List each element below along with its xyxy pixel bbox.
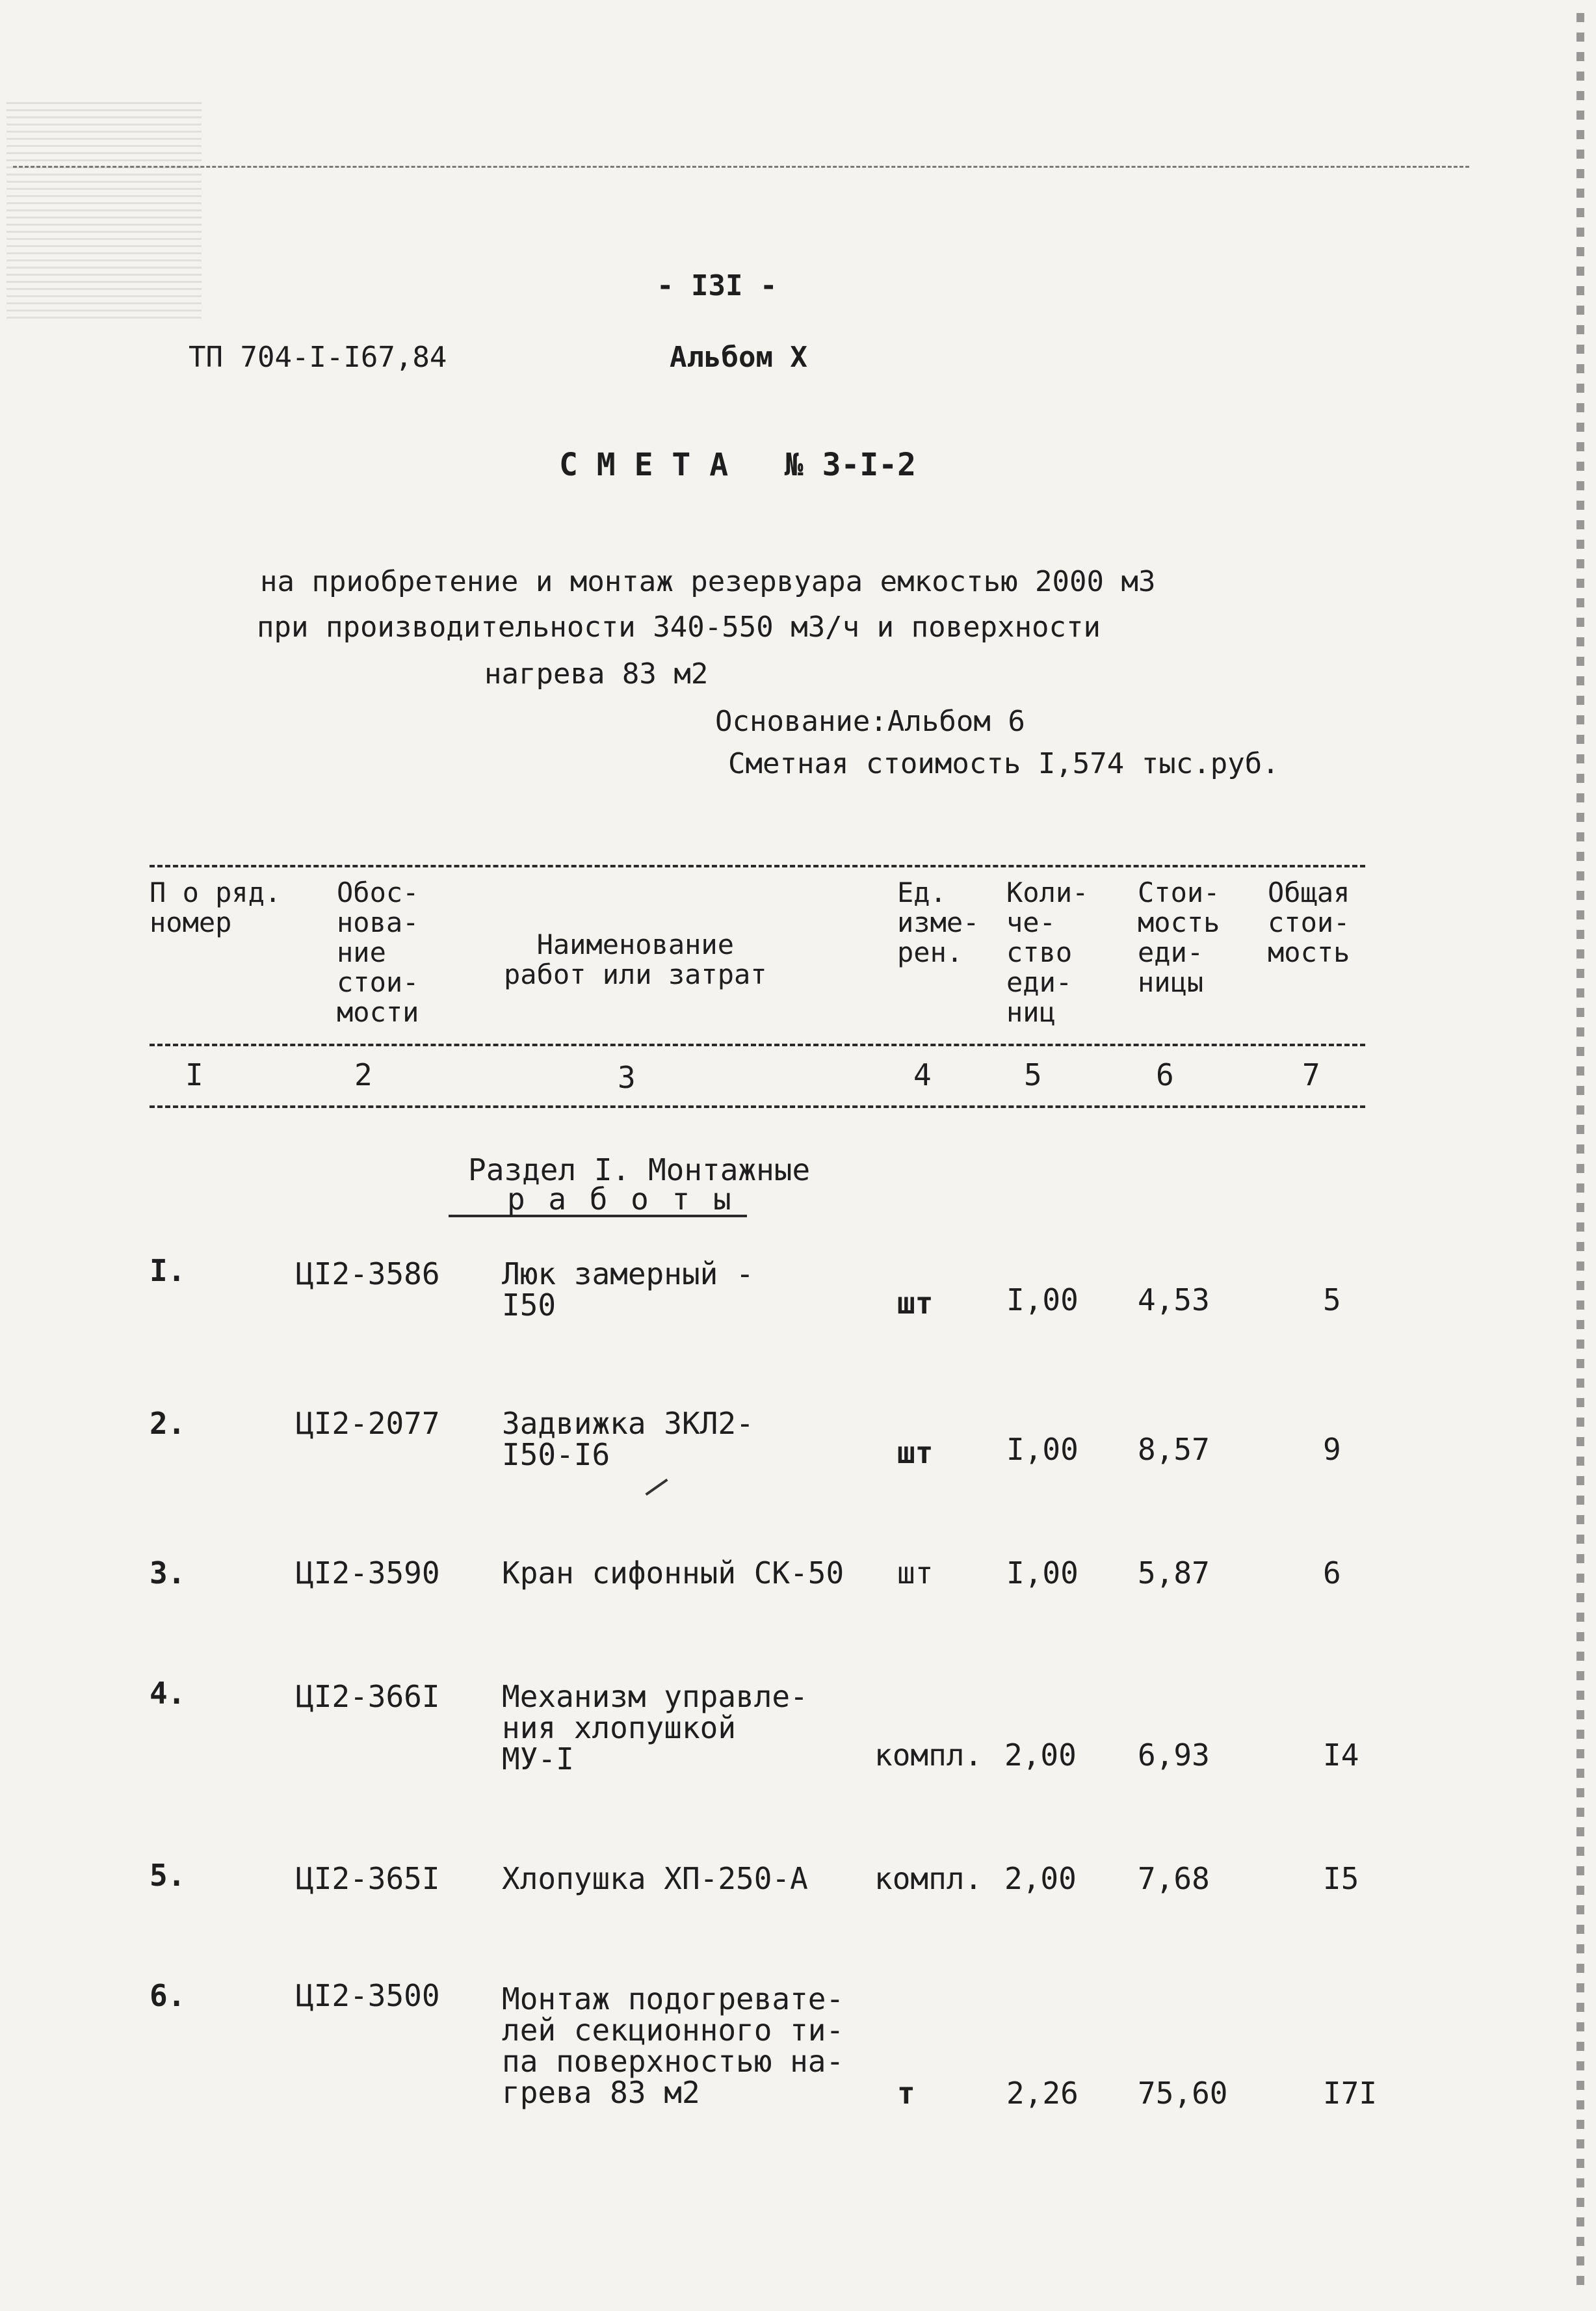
table-rule-top bbox=[150, 865, 1365, 867]
row-1-code: ЦI2-3586 bbox=[296, 1256, 440, 1291]
col-header-2: Обос- нова- ние стои- мости bbox=[337, 877, 419, 1028]
row-6-total: I7I bbox=[1323, 2076, 1378, 2111]
row-3-number: 3. bbox=[150, 1555, 186, 1591]
row-2-qty: I,00 bbox=[1006, 1432, 1079, 1467]
row-2-number: 2. bbox=[150, 1406, 186, 1441]
row-4-price: 6,93 bbox=[1138, 1737, 1210, 1773]
cost-line: Сметная стоимость I,574 тыс.руб. bbox=[728, 747, 1279, 780]
row-5-number: 5. bbox=[150, 1858, 186, 1893]
row-3-unit: шт bbox=[897, 1555, 934, 1591]
col-number-6: 6 bbox=[1156, 1057, 1174, 1092]
row-1-unit: шт bbox=[897, 1286, 934, 1321]
scan-edge-line bbox=[13, 166, 1469, 168]
col-header-5: Коли- че- ство еди- ниц bbox=[1006, 877, 1089, 1028]
row-3-price: 5,87 bbox=[1138, 1555, 1210, 1591]
row-4-unit: компл. bbox=[874, 1737, 983, 1773]
col-number-1: I bbox=[185, 1057, 203, 1092]
row-1-price: 4,53 bbox=[1138, 1282, 1210, 1317]
description-line-1: на приобретение и монтаж резервуара емкостью 2000 м3 bbox=[260, 565, 1156, 598]
row-5-name: Хлопушка ХП-250-А bbox=[502, 1861, 808, 1896]
document-code: ТП 704-I-I67,84 bbox=[189, 341, 447, 374]
row-5-total: I5 bbox=[1323, 1861, 1359, 1896]
row-3-code: ЦI2-3590 bbox=[296, 1555, 440, 1591]
row-6-qty: 2,26 bbox=[1006, 2076, 1079, 2111]
col-number-7: 7 bbox=[1302, 1057, 1320, 1092]
row-4-name: Механизм управле- ния хлопушкой МУ-I bbox=[502, 1679, 808, 1776]
col-header-4: Ед. изме- рен. bbox=[897, 877, 980, 968]
row-6-price: 75,60 bbox=[1138, 2076, 1228, 2111]
scan-edge-right bbox=[1576, 13, 1584, 2289]
section-heading-sub: р а б о т ы bbox=[449, 1183, 747, 1217]
row-1-qty: I,00 bbox=[1006, 1282, 1079, 1317]
row-2-total: 9 bbox=[1323, 1432, 1341, 1467]
col-header-3: Наименование работ или затрат bbox=[504, 929, 767, 990]
row-5-unit: компл. bbox=[874, 1861, 983, 1896]
row-5-price: 7,68 bbox=[1138, 1861, 1210, 1896]
col-header-1: П о ряд. номер bbox=[150, 877, 281, 938]
row-4-code: ЦI2-366I bbox=[296, 1679, 440, 1714]
row-4-number: 4. bbox=[150, 1676, 186, 1711]
estimate-title: С М Е Т А № 3-I-2 bbox=[559, 447, 917, 483]
row-3-name: Кран сифонный СК-50 bbox=[502, 1555, 844, 1591]
table-rule-mid bbox=[150, 1044, 1365, 1046]
col-number-3: 3 bbox=[618, 1060, 636, 1095]
row-6-number: 6. bbox=[150, 1978, 186, 2013]
album-label: Альбом X bbox=[670, 341, 807, 374]
row-5-qty: 2,00 bbox=[1004, 1861, 1077, 1896]
row-1-name: Люк замерный - I50 bbox=[502, 1256, 754, 1323]
row-4-total: I4 bbox=[1323, 1737, 1359, 1773]
row-1-total: 5 bbox=[1323, 1282, 1341, 1317]
row-2-price: 8,57 bbox=[1138, 1432, 1210, 1467]
row-6-name: Монтаж подогревате- лей секционного ти- па поверхностью на- грева 83 м2 bbox=[502, 1981, 844, 2110]
section-heading: Раздел I. Монтажные bbox=[468, 1152, 811, 1187]
row-6-unit: т bbox=[897, 2076, 915, 2111]
col-number-4: 4 bbox=[913, 1057, 932, 1092]
basis-line: Основание:Альбом 6 bbox=[715, 705, 1025, 738]
row-2-unit: шт bbox=[897, 1435, 934, 1470]
description-line-3: нагрева 83 м2 bbox=[484, 657, 709, 691]
row-4-qty: 2,00 bbox=[1004, 1737, 1077, 1773]
table-rule-bottom bbox=[150, 1105, 1365, 1108]
row-5-code: ЦI2-365I bbox=[296, 1861, 440, 1896]
col-number-5: 5 bbox=[1024, 1057, 1042, 1092]
row-3-qty: I,00 bbox=[1006, 1555, 1079, 1591]
scan-mark bbox=[645, 1479, 668, 1496]
page-number: - I3I - bbox=[657, 269, 778, 302]
col-header-6: Стои- мость еди- ницы bbox=[1138, 877, 1220, 998]
col-header-7: Общая стои- мость bbox=[1268, 877, 1350, 968]
row-6-code: ЦI2-3500 bbox=[296, 1978, 440, 2013]
row-1-number: I. bbox=[150, 1253, 186, 1288]
row-2-name: Задвижка ЗКЛ2- I50-I6 bbox=[502, 1406, 754, 1472]
row-3-total: 6 bbox=[1323, 1555, 1341, 1591]
col-number-2: 2 bbox=[354, 1057, 373, 1092]
description-line-2: при производительности 340-550 м3/ч и поверхности bbox=[257, 611, 1101, 644]
scan-noise bbox=[7, 98, 202, 319]
row-2-code: ЦI2-2077 bbox=[296, 1406, 440, 1441]
